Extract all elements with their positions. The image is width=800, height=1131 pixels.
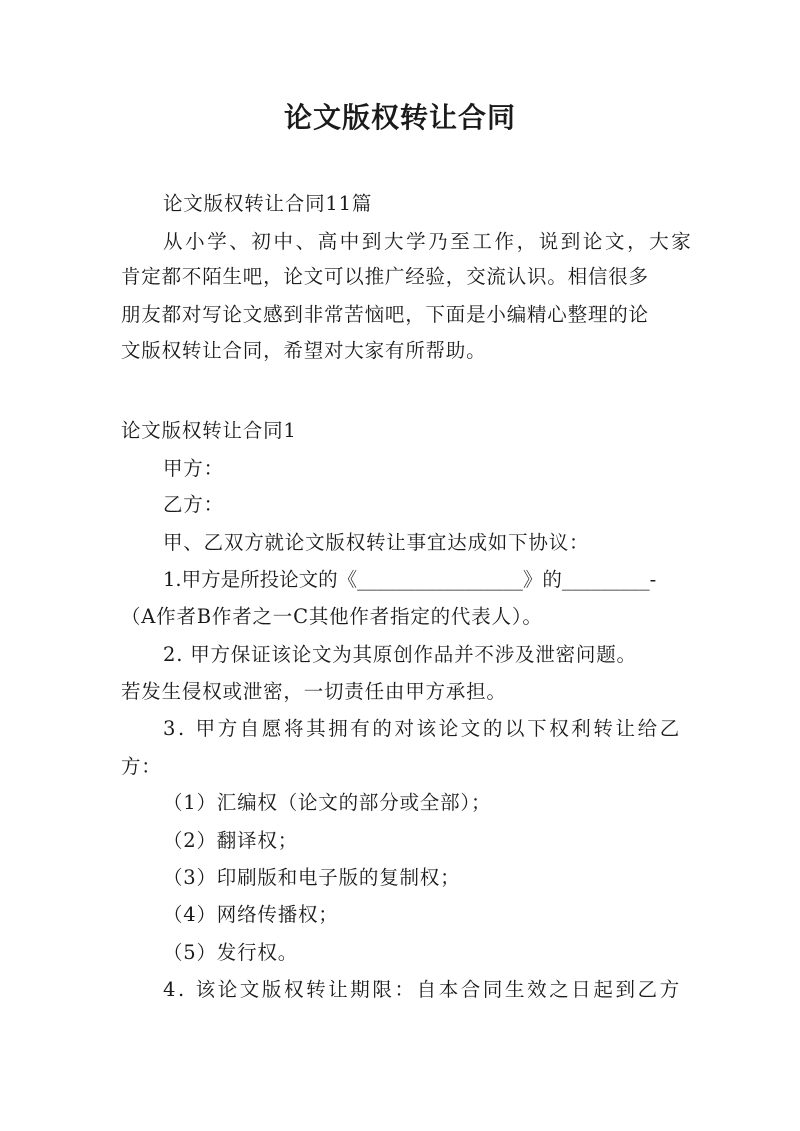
intro-line-1: 从小学、初中、高中到大学乃至工作，说到论文，大家 <box>163 230 694 253</box>
party-a-line: 甲方： <box>163 457 224 480</box>
clause-1-line-1: 1.甲方是所投论文的《_________________》的_________- <box>163 568 657 591</box>
intro-line-2: 肯定都不陌生吧，论文可以推广经验，交流认识。相信很多 <box>121 265 649 288</box>
clause-2-line-2: 若发生侵权或泄密，一切责任由甲方承担。 <box>121 680 507 703</box>
subtitle-line: 论文版权转让合同11篇 <box>163 192 373 215</box>
clause-3-line-2: 方： <box>121 755 162 778</box>
intro-line-3: 朋友都对写论文感到非常苦恼吧，下面是小编精心整理的论 <box>121 303 649 326</box>
document-title: 论文版权转让合同 <box>283 101 516 134</box>
party-b-line: 乙方： <box>163 493 224 516</box>
section-heading: 论文版权转让合同1 <box>121 419 297 442</box>
clause-1-line-2: （A作者B作者之一C其他作者指定的代表人）。 <box>121 605 543 628</box>
right-item-5: （5）发行权。 <box>163 941 299 964</box>
clause-2-line-1: 2. 甲方保证该论文为其原创作品并不涉及泄密问题。 <box>163 643 637 666</box>
right-item-3: （3）印刷版和电子版的复制权； <box>163 866 461 889</box>
right-item-1: （1）汇编权（论文的部分或全部）； <box>163 791 492 814</box>
right-item-2: （2）翻译权； <box>163 829 299 852</box>
right-item-4: （4）网络传播权； <box>163 903 339 926</box>
clause-3-line-1: 3. 甲方自愿将其拥有的对该论文的以下权利转让给乙 <box>163 717 682 740</box>
agreement-line: 甲、乙双方就论文版权转让事宜达成如下协议： <box>163 531 590 554</box>
clause-4-line-1: 4. 该论文版权转让期限：自本合同生效之日起到乙方 <box>163 978 682 1001</box>
intro-line-4: 文版权转让合同，希望对大家有所帮助。 <box>121 339 487 362</box>
